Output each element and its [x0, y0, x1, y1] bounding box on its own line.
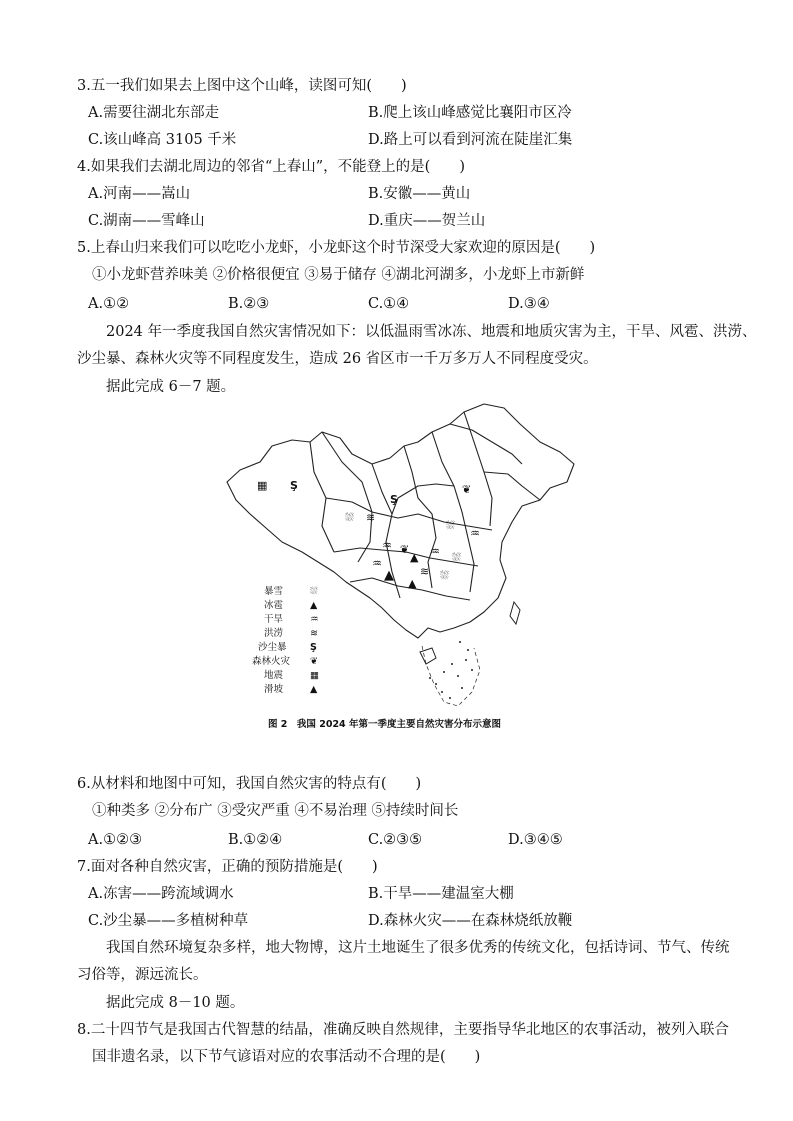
map-snowstorm-marker: ▦ — [257, 479, 268, 492]
q3-option-d: D.路上可以看到河流在陡崖汇集 — [368, 132, 573, 148]
q4-option-b: B.安徽——黄山 — [368, 186, 471, 202]
legend-label-4: 沙尘暴 — [258, 642, 287, 653]
map-forest-fire-marker-2: ❦ — [400, 543, 410, 556]
q5-option-c: C.①④ — [368, 296, 410, 312]
map-sandstorm-marker: Ş — [290, 479, 298, 492]
earthquake-icon: ▦ — [310, 670, 319, 681]
legend-label-6: 地震 — [264, 670, 284, 681]
drought-icon: ♒ — [310, 614, 319, 625]
q4-stem: 4.如果我们去湖北周边的邻省“上春山”，不能登上的是( ) — [77, 159, 465, 175]
q6-option-d: D.③④⑤ — [508, 832, 563, 848]
q3-option-c: C.该山峰高 3105 千米 — [88, 132, 237, 148]
legend-label-1: 冰雹 — [264, 600, 284, 611]
q5-stem: 5.上春山归来我们可以吃吃小龙虾，小龙虾这个时节深受大家欢迎的原因是( ) — [77, 240, 596, 256]
q7-option-a: A.冻害——跨流域调水 — [88, 886, 234, 902]
q6-option-c: C.②③⑤ — [368, 832, 423, 848]
material2-line2: 习俗等，源远流长。 — [77, 967, 208, 983]
legend-label-2: 干旱 — [264, 614, 284, 625]
flood-icon: ≋ — [310, 628, 318, 639]
q5-items: ①小龙虾营养味美 ②价格很便宜 ③易于储存 ④湖北河湖多，小龙虾上市新鲜 — [92, 267, 585, 283]
legend-label-0: 暴雪 — [264, 586, 284, 597]
q7-option-b: B.干旱——建温室大棚 — [368, 886, 514, 902]
legend-label-7: 滑坡 — [264, 684, 284, 695]
map-drought-marker-4: ♒ — [372, 557, 382, 570]
sandstorm-icon: Ş — [310, 642, 317, 653]
legend-label-3: 洪涝 — [264, 628, 284, 639]
map-snowstorm-marker-5: ⛆ — [440, 569, 449, 582]
map-sandstorm-marker-2: Ş — [390, 493, 398, 506]
q5-option-d: D.③④ — [508, 296, 550, 312]
landslide-icon: ▲ — [310, 684, 318, 695]
snowstorm-icon: ⛆ — [310, 586, 318, 597]
q7-stem: 7.面对各种自然灾害，正确的预防措施是( ) — [77, 859, 378, 875]
map-forest-fire-marker: ❦ — [462, 483, 472, 496]
map-hail-marker-2: ▲ — [408, 577, 417, 590]
q7-option-d: D.森林火灾——在森林烧纸放鞭 — [368, 913, 573, 929]
q4-option-d: D.重庆——贺兰山 — [368, 213, 486, 229]
q8-stem-line1: 8.二十四节气是我国古代智慧的结晶，准确反映自然规律，主要指导华北地区的农事活动，被列入联合 — [77, 1022, 729, 1038]
material2-line3: 据此完成 8－10 题。 — [106, 995, 245, 1011]
hail-icon: ▲ — [310, 600, 318, 611]
map-caption: 图 2 我国 2024 年第一季度主要自然灾害分布示意图 — [268, 719, 501, 730]
material1-line1: 2024 年一季度我国自然灾害情况如下：以低温雨雪冰冻、地震和地质灾害为主，干旱、风雹、洪涝、 — [106, 324, 757, 340]
q4-option-c: C.湖南——雪峰山 — [88, 213, 205, 229]
map-flood-marker-2: ≋ — [420, 565, 430, 578]
q3-option-b: B.爬上该山峰感觉比襄阳市区冷 — [368, 105, 572, 121]
material1-line3: 据此完成 6－7 题。 — [106, 379, 236, 395]
forest-fire-icon: ❦ — [310, 656, 318, 667]
q6-stem: 6.从材料和地图中可知，我国自然灾害的特点有( ) — [77, 776, 422, 792]
q3-option-a: A.需要往湖北东部走 — [88, 105, 220, 121]
q6-items: ①种类多 ②分布广 ③受灾严重 ④不易治理 ⑤持续时间长 — [92, 803, 459, 819]
q6-option-b: B.①②④ — [228, 832, 283, 848]
map-drought-marker-3: ♒ — [430, 545, 440, 558]
legend-label-5: 森林火灾 — [252, 656, 291, 667]
map-landslide-marker: ▲ — [384, 568, 394, 583]
q6-option-a: A.①②③ — [88, 832, 143, 848]
map-drought-marker: ♒ — [470, 527, 480, 540]
q5-option-a: A.①② — [88, 296, 130, 312]
material2-line1: 我国自然环境复杂多样，地大物博，这片土地诞生了很多优秀的传统文化，包括诗词、节气、传统 — [106, 940, 730, 956]
material1-line2: 沙尘暴、森林火灾等不同程度发生，造成 26 省区市一千万多万人不同程度受灾。 — [77, 351, 598, 367]
map-snowstorm-marker-2: ⛆ — [345, 511, 354, 524]
map-snowstorm-marker-3: ⛆ — [446, 519, 455, 532]
map-drought-marker-2: ♒ — [382, 539, 392, 552]
q4-option-a: A.河南——嵩山 — [88, 186, 191, 202]
q3-stem: 3.五一我们如果去上图中这个山峰，读图可知( ) — [77, 78, 407, 94]
map-hail-marker: ▲ — [410, 551, 419, 564]
q5-option-b: B.②③ — [228, 296, 270, 312]
map-snowstorm-marker-4: ⛆ — [452, 551, 461, 564]
q8-stem-line2: 国非遗名录，以下节气谚语对应的农事活动不合理的是( ) — [92, 1049, 481, 1065]
map-flood-marker: ≋ — [366, 511, 376, 524]
q7-option-c: C.沙尘暴——多植树种草 — [88, 913, 249, 929]
